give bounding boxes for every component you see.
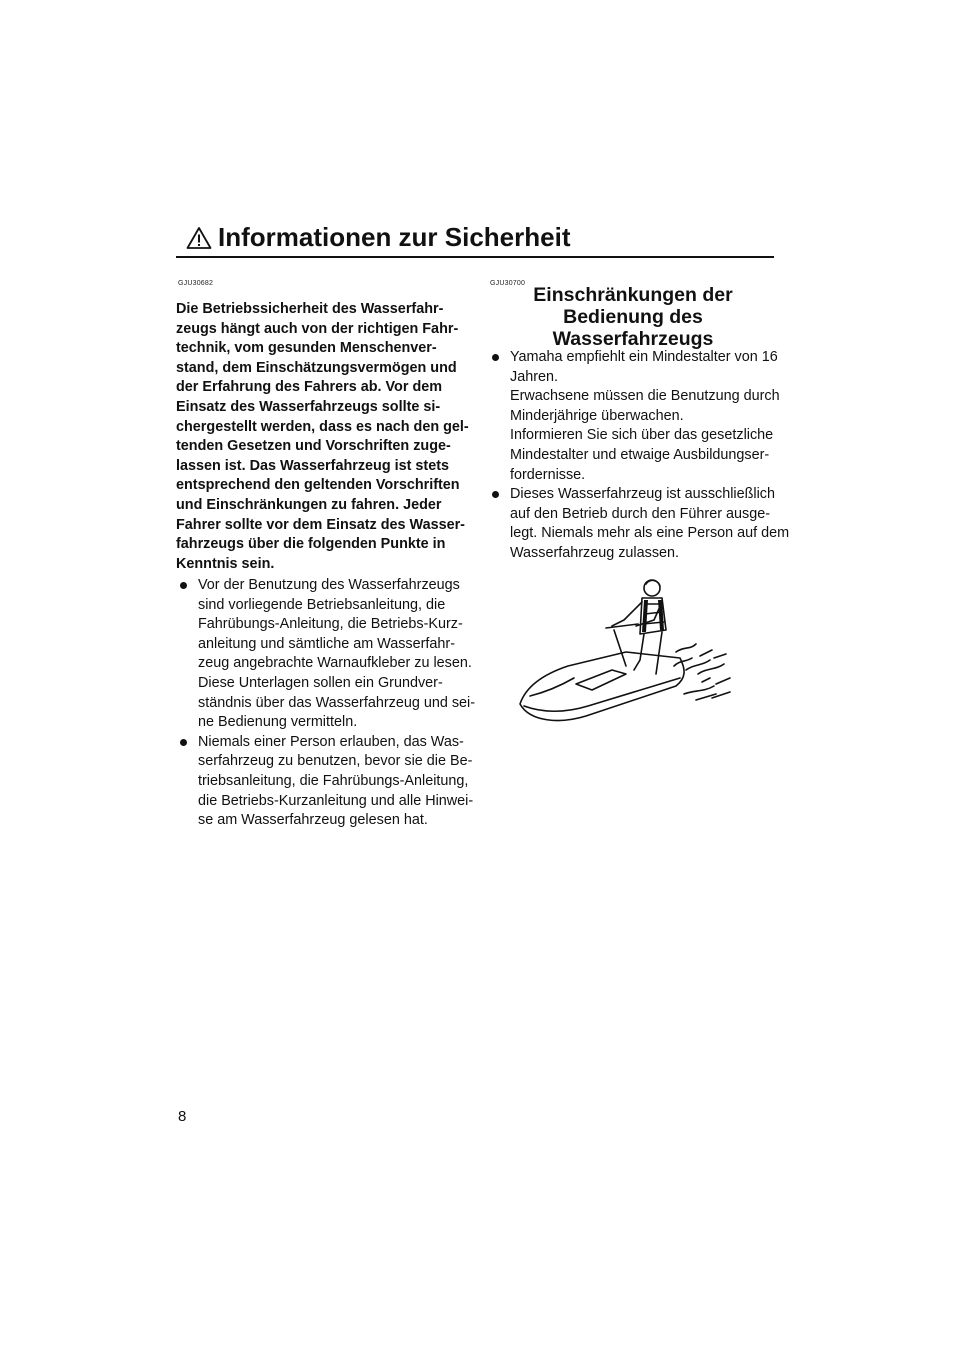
intro-paragraph [176, 300, 476, 574]
section-code-left: GJU30682 [178, 280, 214, 287]
list-item: Niemals einer Person erlauben, das Was- serfahrzeug zu benutzen, bevor sie die Be- triebsanleitung, die Fahrübungs-Anleitung, die Betriebs-Kurzanleitung und alle Hinwei- se am Wasserfahrzeug gelesen hat. [176, 733, 476, 831]
intro-line: fahrzeugs über die folgenden Punkte in [176, 536, 446, 553]
bullet-dot-icon [492, 491, 499, 498]
intro-line: Fahrer sollte vor dem Einsatz des Wasser- [176, 516, 465, 533]
intro-line: stand, dem Einschätzungsvermögen und [176, 359, 457, 376]
intro-line: Einsatz des Wasserfahrzeugs sollte si- [176, 398, 441, 415]
intro-line: tenden Gesetzen und Vorschriften zuge- [176, 438, 451, 455]
right-bullet-list [488, 348, 790, 564]
intro-line: zeugs hängt auch von der richtigen Fahr- [176, 320, 459, 337]
list-item: Vor der Benutzung des Wasserfahrzeugs sind vorliegende Betriebsanleitung, die Fahrübungs-Anleitung, die Betriebs-Kurz- anleitung und sämtliche am Wasserfahr- zeug angebrachte Warnaufkleber zu lesen. Diese Unterlagen sollen ein Grundver- ständnis über das Wasserfahrzeug und sei- ne Bedienung vermitteln. [176, 576, 476, 733]
intro-line: Die Betriebssicherheit des Wasserfahr- [176, 301, 444, 317]
page-title: Informationen zur Sicherheit [218, 222, 571, 252]
intro-line: entsprechend den geltenden Vorschriften [176, 477, 460, 494]
page-header [176, 224, 774, 258]
intro-line: und Einschränkungen zu fahren. Jeder [176, 496, 442, 513]
left-bullet-list [176, 576, 476, 831]
intro-line: der Erfahrung des Fahrers ab. Vor dem [176, 379, 443, 396]
intro-line: technik, vom gesunden Menschenver- [176, 340, 437, 357]
list-item: Yamaha empfiehlt ein Mindestalter von 16 Jahren. Erwachsene müssen die Benutzung durch Minderjährige überwachen. Informieren Sie sich über das gesetzliche Mindestalter und etwaige Ausbildungser- fordernisse. [488, 348, 778, 485]
section-title: Einschränkungen der Bedienung des Wasserfahrzeugs [533, 284, 733, 350]
bullet-dot-icon [180, 739, 187, 746]
bullet-dot-icon [492, 354, 499, 361]
intro-line: chergestellt werden, dass es nach den gel- [176, 418, 469, 435]
list-item: Dieses Wasserfahrzeug ist ausschließlich auf den Betrieb durch den Führer ausge- legt. Niemals mehr als eine Person auf dem Wasserfahrzeug zulassen. [488, 485, 778, 563]
bullet-dot-icon [180, 582, 187, 589]
intro-line: lassen ist. Das Wasserfahrzeug ist stets [176, 457, 450, 474]
intro-line: Kenntnis sein. [176, 555, 275, 572]
warning-triangle-icon [186, 226, 212, 250]
personal-watercraft-rider-illustration [516, 574, 738, 734]
section-code-right: GJU30700 [490, 280, 526, 287]
page-number: 8 [178, 1108, 187, 1125]
